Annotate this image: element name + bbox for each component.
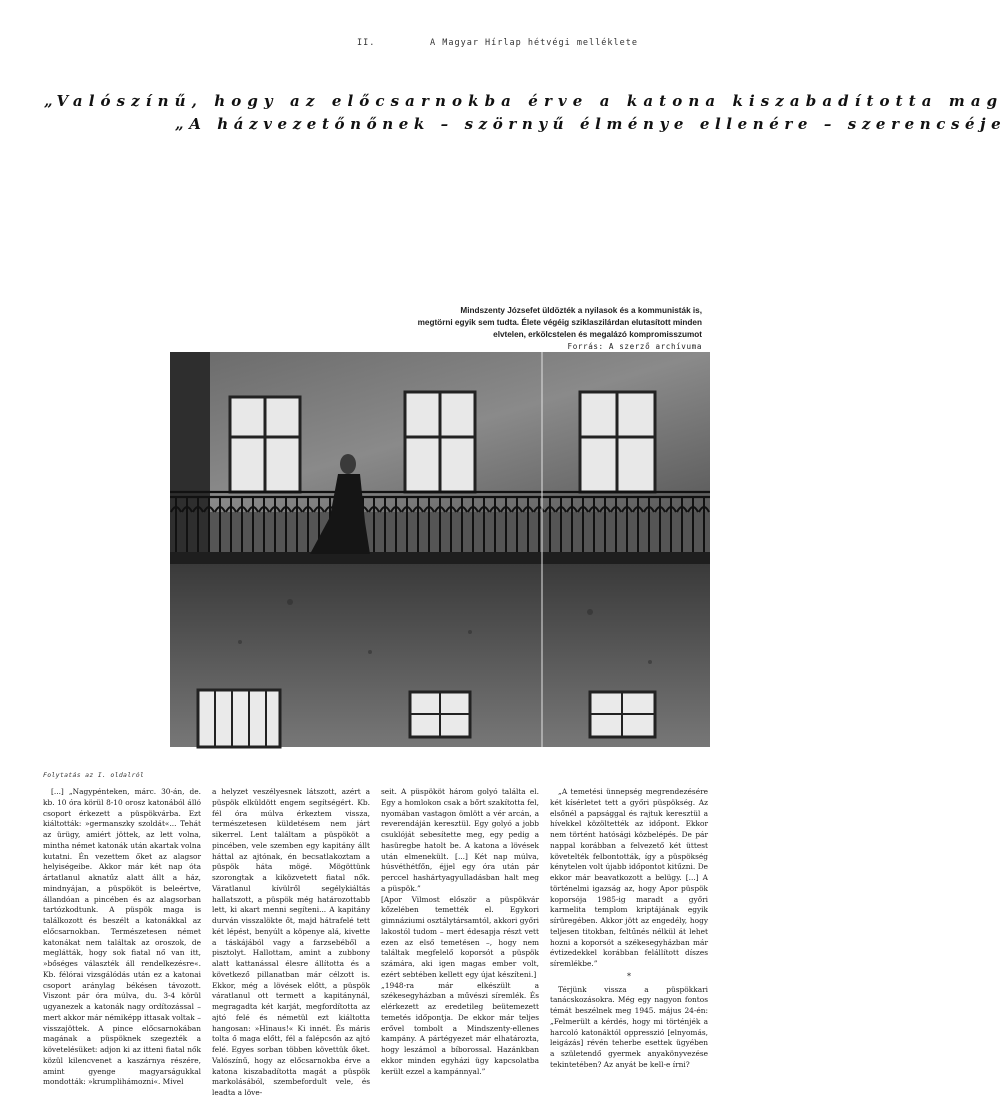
photo-caption-line-1: Mindszenty Józsefet üldözték a nyilasok és a kommunisták is, (460, 306, 702, 315)
section-divider-star: * (627, 971, 631, 981)
column-1-text: [...] „Nagypénteken, márc. 30-án, de. kb. 10 óra körül 8-10 orosz katonából álló csoport érkezett a püspökvárba. Ezt kiáltották: »germanszky szoldát«... Tehát az ürügy, amiért jöttek, az lett volna, mintha német katonák után akartak volna kutatni. Én vezettem őket az alagsor helyiségeibe. Akkor már két nap óta ártatlanul aknatűz alatt állt a ház, mindnyájan, a püspököt is beleértve, állandóan a pincében és az alagsorban tartózkodtunk. A püspök maga is találkozott és beszélt a katonákkal az előcsarnokban. Természetesen német katonákat nem találtak az oroszok, de meglátták, hogy sok fiatal nő van itt, »bőséges választék áll rendelkezésre«. Kb. félórai vizsgálódás után ez a katonai csoport aránylag békésen távozott. Viszont pár óra múlva, du. 3-4 körül ugyanezek a katonák nagy ordítozással – mert akkor már némiképp ittasak voltak – visszajöttek. A pince előcsarnokában magának a püspöknek szegezték a követelésüket: adjon ki az itteni fiatal nők közül kilencvenet a kaszárnya részére, amint gyenge magyarságukkal mondották: »krumplihámozni«. Mivel (43, 787, 201, 1087)
headline-line-2: „A házvezetőnőnek – szörnyű élménye ellenére – szerencséje (175, 115, 1006, 133)
column-3-text: seit. A püspököt három golyó találta el. Egy a homlokon csak a bőrt szakította fel, nyomában vastagon ömlött a vér arcán, a reverendáján keresztül. Egy golyó a jobb csuklóját sebesítette meg, egy pedig a hasüregbe hatolt be. A katona a lövések után elmenekült. [...] Két nap múlva, húsvéthétfőn, éjjel egy óra után pár perccel hashártyagyulladásban halt meg a püspök.” [Apor Vilmost először a püspökvár kőzelében temették el. Egykori gimnáziumi osztálytársamtól, akkori győri lakostól tudom – mert édesapja részt vett ezen az első temetésen –, hogy nem találtak megfelelő koporsót a püspök számára, aki igen magas ember volt, ezért sebtében kellett egy újat készíteni.] „1948-ra már elkészült a székesegyházban a művészi síremlék. És elérkezett az eredetileg beütemezett temetés időpontja. De ekkor már teljes erővel tombolt a Mindszenty-ellenes kampány. A pártégyezet már elhatározta, hogy leszámol a bíborossal. Hazánkban ekkor minden egyházi ügy kapcsolatba került ezzel a kampánnyal.” (381, 787, 539, 1076)
photo-caption (382, 305, 702, 353)
archive-photo (170, 352, 710, 747)
photo-caption-line-2: megtörni egyik sem tudta. Élete végéig sziklaszilárdan elutasított minden (417, 318, 702, 327)
page-number: II. (357, 38, 376, 48)
article-column-3 (381, 787, 539, 1099)
photo-caption-line-3: elvtelen, erkölcstelen és megalázó kompromisszumot (493, 330, 702, 339)
column-2-text: a helyzet veszélyesnek látszott, azért a püspök elküldött engem segítségért. Kb. fél óra múlva érkeztem vissza, természetesen küldetésem nem járt sikerrel. Lent találtam a püspököt a pincében, vele szemben egy kapitány állt háttal az ajtónak, én becsatlakoztam a püspök háta mögé. Mögöttünk szorongtak a kiközvetett fiatal nők. Váratlanul kívülről segélykiáltás hallatszott, a püspök még határozottabb lett, ki akart menni segíteni... A kapitány durván visszalökte őt, majd hátrafelé tett két lépést, benyúlt a köpenye alá, kivette a táskájából vagy a farzsebéből a pisztolyt. Hallottam, amint a zubbony alatt kattanással élesre állította és a következő pillanatban már célzott is. Ekkor, még a lövések előtt, a püspök váratlanul ott termett a kapitánynál, megragadta két karját, megfordította az ajtó felé és németül ezt kiáltotta hangosan: »Hinaus!« Ki innét. És máris tolta ő maga előtt, fél a falépcsőn az ajtó felé. Egyes sorban többen követtük őket. Valószínű, hogy az előcsarnokba érve a katona kiszabadította magát a püspök markolásából, szembefordult vele, és leadta a löve- (212, 787, 370, 1097)
balcony-photo-illustration (170, 352, 710, 747)
headline-line-1: „Valószínű, hogy az előcsarnokba érve a katona kiszabadította mag (44, 92, 1004, 110)
column-4b-text: Térjünk vissza a püspökkari tanácskozásokra. Még egy nagyon fontos témát beszélnek meg 1945. május 24-én: „Felmerült a kérdés, hogy mi történjék a harcoló katonáktól oppresszió [elnyomás, leigázás] révén teherbe esettek ügyében a születendő gyermek anyakönyvezése tekintetében? Az anyát be kell-e írni? (550, 984, 708, 1069)
continued-label: Folytatás az I. oldalról (43, 771, 145, 779)
column-4-text: „A temetési ünnepség megrendezésére két kísérletet tett a győri püspökség. Az elsőnél a papsággal és rajtuk keresztül a hívekkel közöltették az időpont. Ekkor nem történt hatósági közbelépés. De pár nappal korábban a felvezető két üttest követelték felbontották, így a püspökség kénytelen volt újabb időpontot kitűzni. De ekkor már beavatkozott a belügy. [...] A történelmi igazság az, hogy Apor püspök koporsója 1985-ig maradt a győri karmelita templom kriptájának egyik sírüregében. Akkor jött az engedély, hogy teljesen titokban, feltűnés nélkül át lehet hozni a koporsót a székesegyházban már évtizedekkel korábban felállított díszes síremlékbe.” (550, 787, 708, 968)
article-column-4 (550, 787, 708, 1099)
article-column-2 (212, 787, 370, 1099)
supplement-title: A Magyar Hírlap hétvégi melléklete (430, 38, 638, 48)
article-column-1 (43, 787, 201, 1099)
article-columns (43, 787, 713, 1099)
photo-source: Forrás: A szerző archívuma (567, 342, 702, 351)
